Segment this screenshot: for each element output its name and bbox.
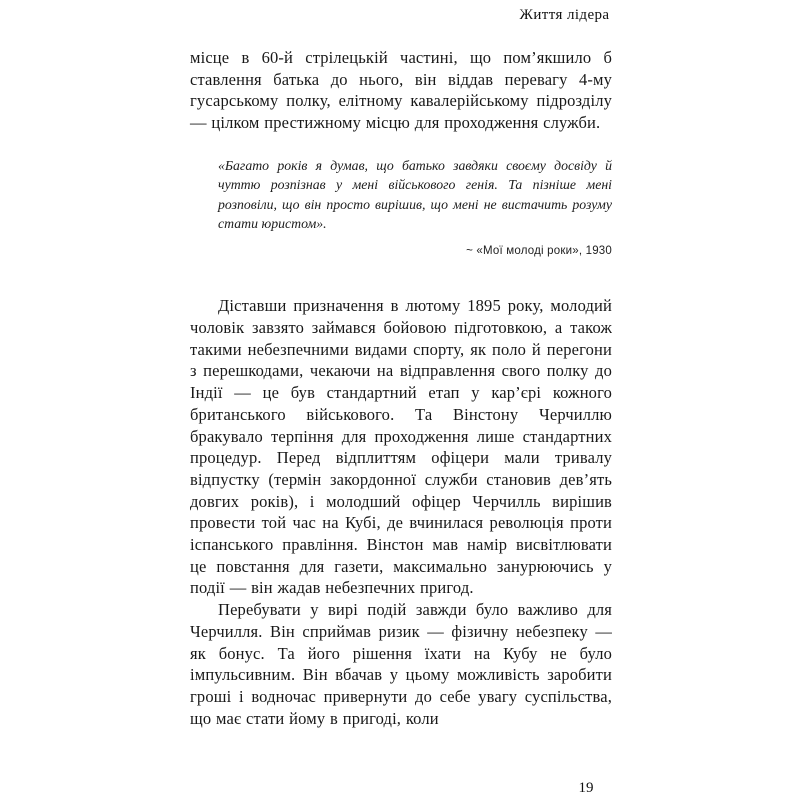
quote-attribution: ~ «Мої молоді роки», 1930 (466, 244, 612, 257)
running-header: Життя лідера (519, 7, 610, 23)
section-gap (190, 261, 612, 295)
paragraph-3: Перебувати у вирі подій завжди було важливо для Черчилля. Він сприймав ризик — фізичну небезпеку — як бонус. Та його рішення їхати на Кубу не було імпульсивним. Він вбачав у цьому можливість заробити гроші і водночас привернути до себе увагу суспільства, що має стати йому в пригоді, коли (190, 600, 612, 728)
paragraph-2: Діставши призначення в лютому 1895 року, молодий чоловік завзято займався бойовою підготовкою, а також такими небезпечними видами спорту, як поло й перегони з перешкодами, чекаючи на відправлення свого полку до Індії — це був стандартний етап у кар’єрі кожного британського військового. Та Вінстону Черчиллю бракувало терпіння для проходження лише стандартних процедур. Перед відплиттям офіцери мали тривалу відпустку (термін закордонної служби становив дев’ять довгих років), і молодший офіцер Черчилль вирішив провести той час на Кубі, де вчинилася революція проти іспанського правління. Вінстон мав намір висвітлювати це повстання для газети, максимально занурюючись у події — він жадав небезпечних пригод. (190, 296, 612, 598)
quote-text: «Багато років я думав, що батько завдяки своєму досвіду й чуттю розпізнав у мені військового генія. Та пізніше мені розповіли, що він просто вирішив, що мені не вистачить розуму стати юристом». (218, 157, 612, 232)
page-number: 19 (578, 780, 594, 796)
block-quote (218, 156, 612, 262)
paragraph-continued: місце в 60-й стрілецькій частині, що пом’якшило б ставлення батька до нього, він віддав перевагу 4-му гусарському полку, елітному кавалерійському підрозділу — цілком престижному місцю для проходження служби. (190, 48, 612, 133)
text-column (190, 47, 612, 729)
